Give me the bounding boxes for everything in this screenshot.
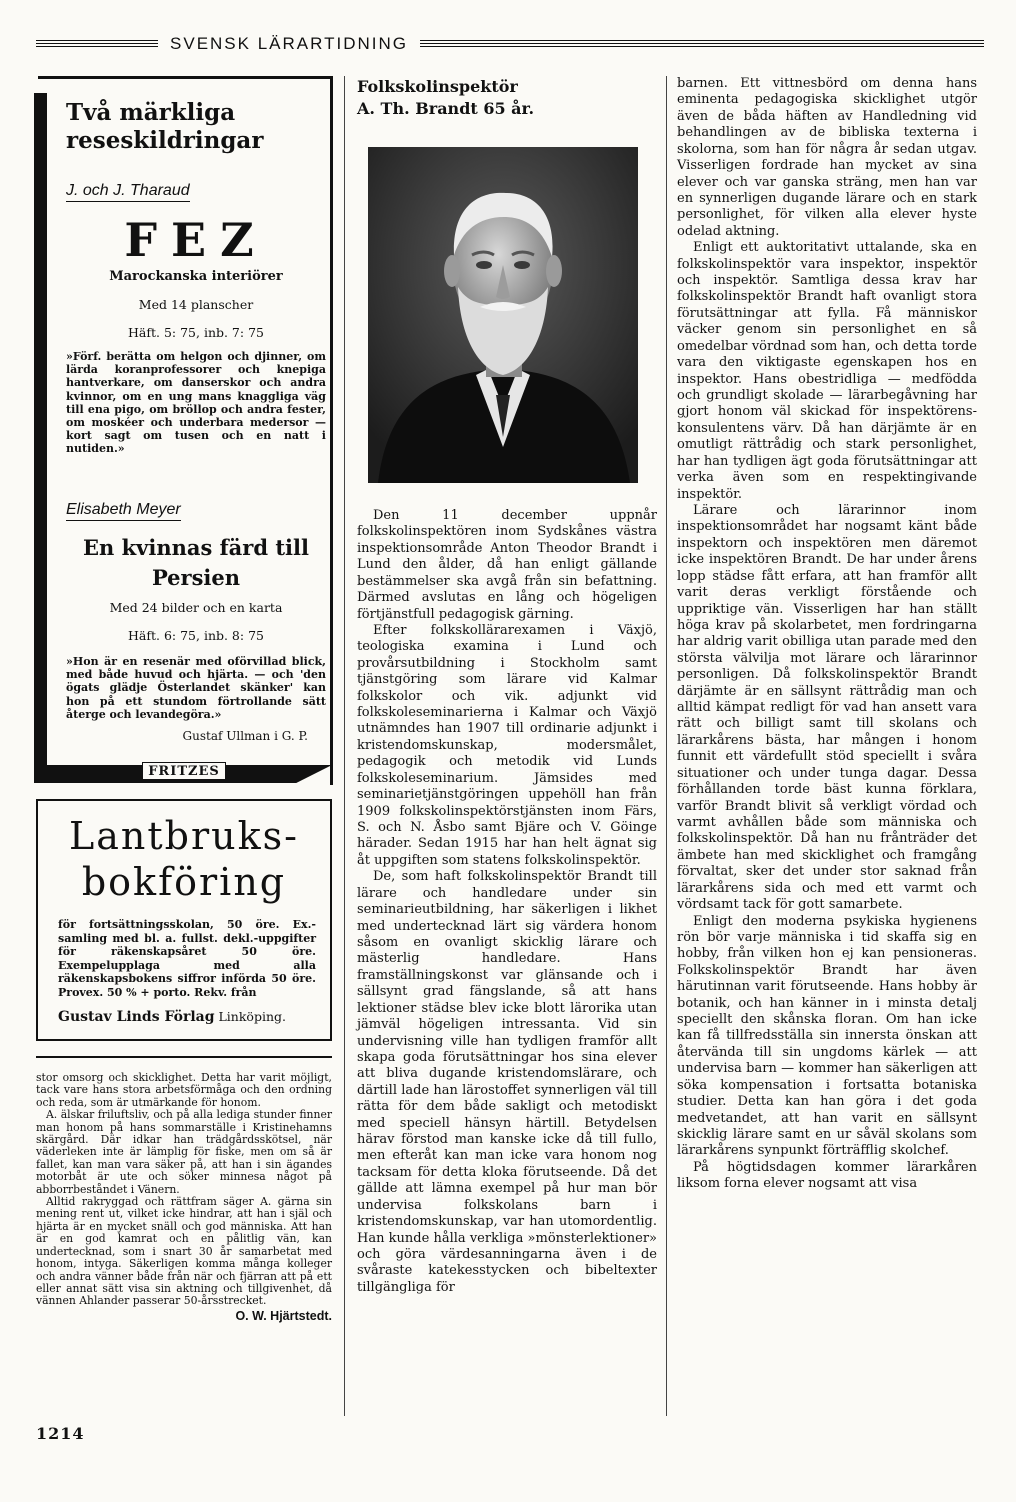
ad-book-2-blurb: »Hon är en resenär med oförvillad blick, med både huvud och hjärta. — och 'den ögats glädje Österlandet skänker' kan hon på ett stundom förtrollande sätt återge och levandegöra.»	[66, 655, 326, 721]
ad2-publisher-line	[58, 1009, 316, 1025]
ad2-title-line-2: bokföring	[81, 860, 287, 904]
article-paragraph: barnen. Ett vittnesbörd om denna hans eminenta pedagogiska skicklighet utgör även de båda häften av Handledning vid behandlingen av de bibliska texterna i skolorna, som han för några år sedan utgav. Visserligen fordrade han mycket av sina elever och var ganska sträng, men han var en synnerligen dugande lärare och en stark personlighet, för vilken alla elever hyste odelad aktning.	[677, 76, 977, 239]
article-title	[357, 76, 647, 120]
ad-book-1-plates: Med 14 planscher	[138, 297, 254, 312]
ad-lantbruksbokforing	[36, 799, 332, 1041]
obituary-signature: O. W. Hjärtstedt.	[235, 1308, 332, 1323]
article-title-line-2: A. Th. Brandt 65 år.	[357, 99, 535, 118]
page-number: 1214	[36, 1424, 85, 1443]
obituary-paragraph: A. älskar friluftsliv, och på alla lediga stunder finner man honom på hans sommarställe i Kristinehamns skärgård. Där idkar han trädgårdsskötsel, när väderleken inte är lämplig för fiske, men om så är fallet, kan man vara säker på, att han i sin ägandes motorbåt är ute och söker minnesa något på abborrbeståndet i Vänern.	[36, 1108, 332, 1196]
masthead-title: SVENSK LÄRARTIDNING	[170, 34, 408, 53]
article-paragraph: Enligt ett auktoritativt uttalande, ska en folkskolinspektör vara inspektor, inspektör och inspektör. Samtliga dessa krav har folkskolinspektör Brandt haft ovanligt stora förutsättningar att fylla. Få människor väcker genom sin personlighet en så omedelbar vördnad som han, och detta torde vara den viktigaste egenskapen hos en inspektor. Hans obestridliga — medfödda och grundligt skolade — lärarbegåvning har gjort honom väl skickad för inspektörens-konsulentens värv. Då han därjämte är en omutligt rättrådig och stark personlighet, har han tydligen ägt goda förutsättningar att verka även som en respektingivande inspektör.	[677, 240, 977, 502]
ad-tharaud-meyer	[38, 76, 333, 785]
ad-heading: Två märkliga reseskildringar	[66, 99, 264, 154]
ad-book-1-title: FEZ	[124, 213, 268, 267]
ad-book-2-signature: Gustaf Ullman i G. P.	[182, 729, 308, 743]
obituary-paragraph: stor omsorg och skicklighet. Detta har varit möjligt, tack vare hans stora arbetsförmåga och den ordning och reda, som är utmärkande för honom.	[36, 1071, 332, 1109]
article-column-2	[677, 76, 977, 1193]
ad2-city: Linköping.	[218, 1009, 286, 1024]
ad2-text: för fortsättningsskolan, 50 öre. Ex.-samling med bl. a. fullst. dekl.-uppgifter för räkenskapsåret 50 öre. Exempelupplaga med alla räkenskapsbokens siffror införda 50 öre. Provex. 50 % + porto. Rekv. från	[58, 918, 316, 999]
ad-book-1-price: Häft. 5: 75, inb. 7: 75	[128, 325, 264, 340]
masthead	[36, 34, 984, 56]
ad-book-1-blurb: »Förf. berätta om helgon och djinner, om lärda koranprofessorer och knepiga hantverkare, om danserskor och andra kvinnor, om en ung mans knaggliga väg till ena pigo, om bröllop och andra fester, om moskéer och underbara medersor — kort sagt om tusen och en natt i nutiden.»	[66, 350, 326, 456]
ad-book-2-title: En kvinnas färd till Persien	[83, 535, 309, 590]
ad2-publisher: Gustav Linds Förlag	[58, 1009, 215, 1025]
ad-book-2-price: Häft. 6: 75, inb. 8: 75	[128, 628, 264, 643]
article-paragraph: På högtidsdagen kommer lärarkåren liksom forna elever nogsamt att visa	[677, 1159, 977, 1192]
portrait-illustration	[368, 147, 638, 483]
masthead-rule-right	[420, 40, 984, 49]
masthead-rule-left	[36, 40, 158, 49]
ad2-title-line-1: Lantbruks-	[69, 814, 299, 858]
article-paragraph: Efter folkskollärarexamen i Växjö, teologiska examina i Lund och provårsutbildning i Stockholm samt tjänstgöring som lärare vid Kalmar folkskolor och vik. adjunkt vid folkskoleseminarierna i Kalmar och Växjö utnämndes han 1907 till ordinarie adjunkt i kristendomskunskap, modersmålet, pedagogik och metodik vid Lunds folkskoleseminarium. Jämsides med seminarietjänstgöringen uppehöll han från 1909 folkskolinspektörstjänsten inom Färs, S. och N. Åsbo samt Bjäre och V. Göinge härader. Sedan 1915 har han helt ägnat sig åt uppgiften som statens folkskolinspektör.	[357, 622, 657, 868]
column-rule	[344, 76, 345, 1416]
obituary-paragraph: Alltid rakryggad och rättfram säger A. gärna sin mening rent ut, vilket icke hindrar, att han i själ och hjärta är en mycket snäll och god människa. Att han är en god kamrat och en pålitlig vän, kan undertecknad, som i snart 30 år samarbetat med honom, intyga. Säkerligen komma många kolleger och andra vänner både från när och fjärran att på ett eller annat sätt visa sin aktning och tillgivenhet, då vännen Ahlander passerar 50-årsstrecket.	[36, 1195, 332, 1308]
obituary-end	[36, 1072, 332, 1322]
ad-frame-bar	[34, 93, 47, 783]
article-paragraph: De, som haft folkskolinspektör Brandt till lärare och handledare under sin seminarieutbildning, har säkerligen i likhet med undertecknad lärt sig värdera honom såsom en ovanligt skicklig lärare och mästerlig handledare. Hans framställningskonst var glänsande och i sällsynt grad fängslande, så att hans lektioner städse blev icke blott lärorika utan jämväl högeligen intressanta. Vid sin undervisning ville han tydligen framför allt skapa goda förutsättningar hos sina elever att bliva dugande kristendomslärare, och därtill lade han lärostoffet synnerligen väl till rätta för dem både sakligt och metodiskt med speciell hänsyn härtill. Betydelsen härav förstod man kanske icke då till fullo, men efteråt kan man icke vara honom nog tacksam för detta kloka förutseende. Då det gällde att lämna exempel på hur man bör undervisa folkskolans barn i kristendomskunskap, var han utomordentlig. Han kunde hålla verkliga »mönsterlektioner» och göra värdesanningarna även i de svåraste katekesstycken och bibeltexter tillgängliga för	[357, 869, 657, 1295]
column-rule	[666, 76, 667, 1416]
ad2-title	[38, 813, 330, 905]
ad-book-2-plates: Med 24 bilder och en karta	[109, 600, 283, 615]
article-title-line-1: Folkskolinspektör	[357, 77, 518, 96]
article-paragraph: Enligt den moderna psykiska hygienens rön bör varje människa i tid skaffa sig en hobby, från vilken hon ej kan pensioneras. Folkskolinspektör Brandt har även härutinnan varit förutseende. Hans hobby är botanik, och han känner in i minsta detalj speciellt den skånska floran. Om han icke kan få tillfredsställa sin innersta önskan att återvända till sin ungdoms kärlek — att undervisa barn — kommer han säkerligen att söka kompensation i fortsatta botaniska studier. Detta kan han göra i det goda medvetandet, att han varit en sällsynt skicklig lärare samt en ur såväl skolans som lärarkårens synpunkt förträfflig skolchef.	[677, 913, 977, 1159]
ad-author-2: Elisabeth Meyer	[66, 501, 181, 521]
article-column-1	[357, 508, 657, 1296]
ad-publisher: FRITZES	[142, 762, 226, 780]
ad-book-1-subtitle: Marockanska interiörer	[109, 269, 283, 284]
article-paragraph: Lärare och lärarinnor inom inspektionsområdet har nogsamt känt både inspektorn och inspektören men däremot icke inspektören Brandt. De har under årens lopp städse fått erfara, att han framför allt varit deras verkligt förstående och uppriktige vän. Visserligen har han ställt höga krav på skolarbetet, men fordringarna har aldrig varit obilliga utan parade med den största välvilja mot lärare och lärarinnor personligen. Då folkskolinspektör Brandt därjämte är en sällsynt rättrådig man och alltid kämpat redligt för vad han ansett vara rätt och billigt samt till skolans och lärarkårens bästa, har mången i honom funnit ett värdefullt stöd speciellt i svåra situationer och under tunga dagar. Dessa förhållanden torde bäst kunna förklara, varför Brandt blivit så verkligt vördad och varmt avhållen både som människa och folkskolinspektör. Då han nu frånträder det ämbete han med skicklighet och framgång förvaltat, sker det under stor saknad från lärarkårens sida och med ett varmt och vördsamt tack för gott samarbete.	[677, 502, 977, 913]
ad-author-1: J. och J. Tharaud	[66, 182, 190, 202]
divider	[36, 1056, 332, 1058]
portrait-photo	[368, 147, 638, 483]
article-paragraph: Den 11 december uppnår folkskolinspektören inom Sydskånes västra inspektionsområde Anton Theodor Brandt i Lund den ålder, då han enligt gällande bestämmelser ska avgå från sin befattning. Därmed avslutas en lång och högeligen förtjänstfull pedagogisk gärning.	[357, 508, 657, 622]
